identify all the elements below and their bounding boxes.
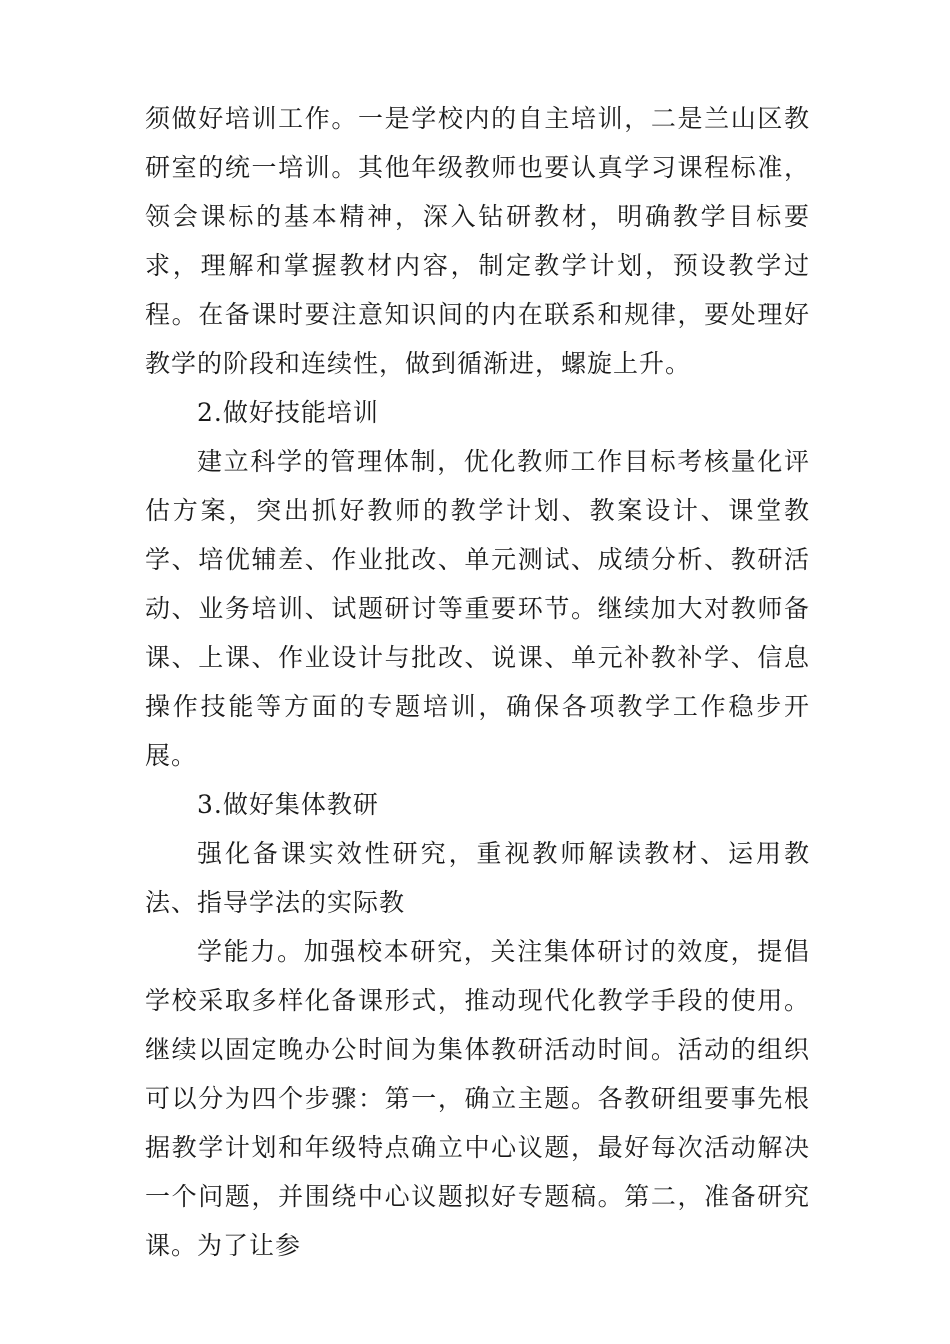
paragraph-teaching-ability: 学能力。加强校本研究，关注集体研讨的效度，提倡学校采取多样化备课形式，推动现代化教学手段的使用。继续以固定晚办公时间为集体教研活动时间。活动的组织可以分为四个步骤：第一，确立主题。各教研组要事先根据教学计划和年级特点确立中心议题，最好每次活动解决一个问题，并围绕中心议题拟好专题稿。第二，准备研究课。为了让参 [145,937,810,1260]
heading-skill-training: 2.做好技能培训 [197,398,379,427]
paragraph-skill-training: 建立科学的管理体制，优化教师工作目标考核量化评估方案，突出抓好教师的教学计划、教案设计、课堂教学、培优辅差、作业批改、单元测试、成绩分析、教研活动、业务培训、试题研讨等重要环节。继续加大对教师备课、上课、作业设计与批改、说课、单元补教补学、信息操作技能等方面的专题培训，确保各项教学工作稳步开展。 [145,447,810,770]
paragraph-lesson-prep: 强化备课实效性研究，重视教师解读教材、运用教法、指导学法的实际教 [145,839,810,917]
paragraph-training-intro: 须做好培训工作。一是学校内的自主培训，二是兰山区教研室的统一培训。其他年级教师也要认真学习课程标准，领会课标的基本精神，深入钻研教材，明确教学目标要求，理解和掌握教材内容，制定教学计划，预设教学过程。在备课时要注意知识间的内在联系和规律，要处理好教学的阶段和连续性，做到循渐进，螺旋上升。 [145,104,810,378]
heading-collective-research: 3.做好集体教研 [197,790,379,819]
document-page [145,94,810,1270]
